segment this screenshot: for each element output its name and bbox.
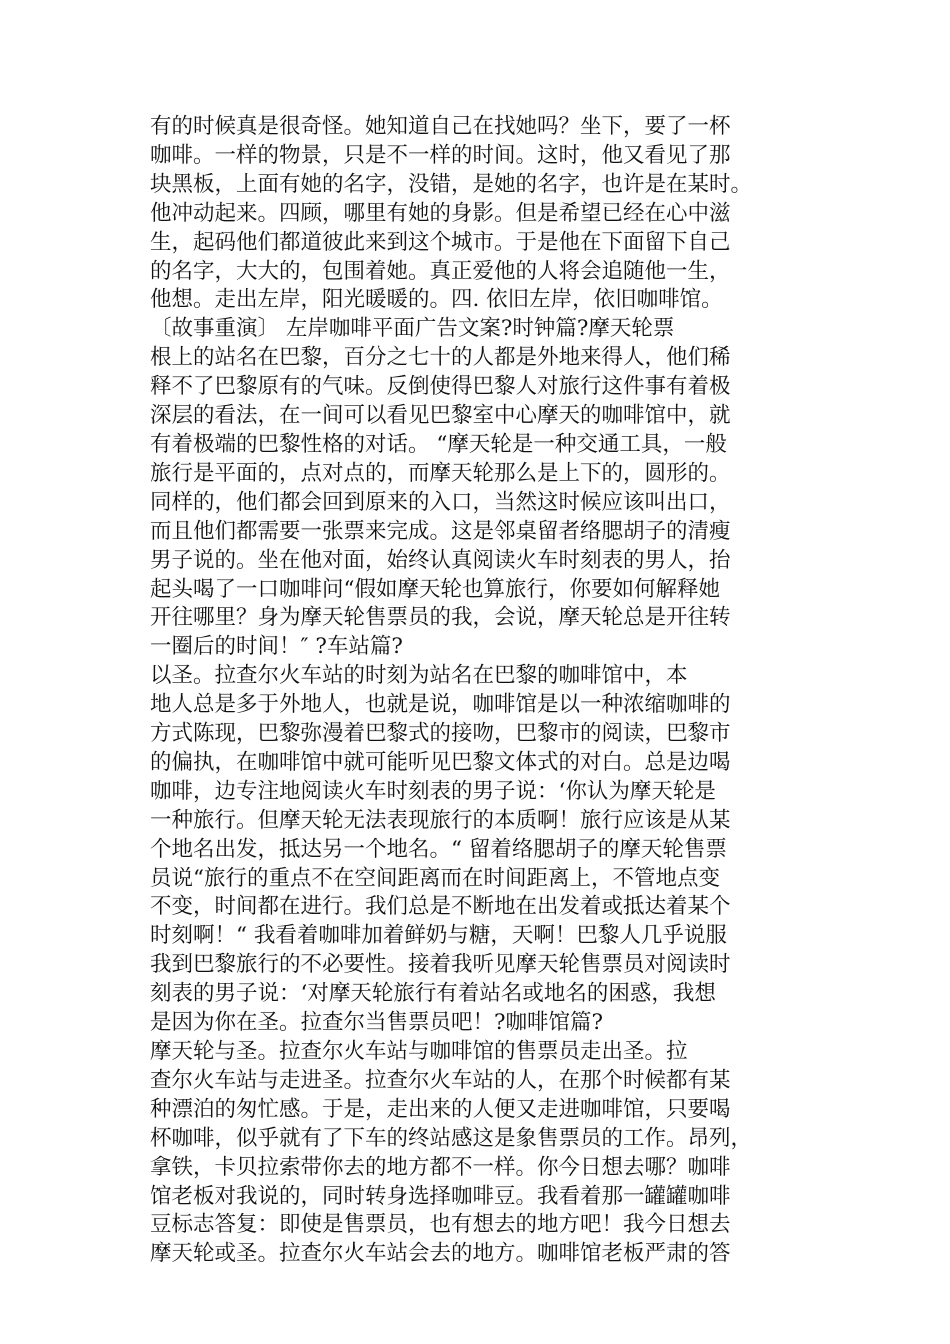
paragraph-1: 有的时候真是很奇怪。她知道自己在找她吗？坐下，要了一杯 咖啡。一样的物景，只是不一样的时间。这时，他又看见了那 块黑板，上面有她的名字，没错，是她的名字，也许是在某时。 他冲动起来。四顾，哪里有她的身影。但是希望已经在心中滋 生，起码他们都道彼此来到这个城市。于是他在下面留下自己 的名字，大大的，包围着她。真正爱他的人将会追随他一生， 他想。走出左岸，阳光暖暖的。四. 依旧左岸，依旧咖啡馆。 xyxy=(150,114,753,313)
body-text xyxy=(150,113,810,1269)
paragraph-2: 〔故事重演〕 左岸咖啡平面广告文案?时钟篇?摩天轮票 根上的站名在巴黎，百分之七十的人都是外地来得人，他们稀 释不了巴黎原有的气味。反倒使得巴黎人对旅行这件事有着极 深层的看法，在一间可以看见巴黎室中心摩天的咖啡馆中，就 有着极端的巴黎性格的对话。 “摩天轮是一种交通工具，一般 旅行是平面的，点对点的，而摩天轮那么是上下的，圆形的。 同样的，他们都会回到原来的入口，当然这时候应该叫出口， 而且他们都需要一张票来完成。这是邻桌留者络腮胡子的清瘦 男子说的。坐在他对面，始终认真阅读火车时刻表的男人，抬 起头喝了一口咖啡问“假如摩天轮也算旅行，你要如何解释她 开往哪里？身为摩天轮售票员的我，会说，摩天轮总是开往转 一圈后的时间！″ ?车站篇? xyxy=(150,316,731,660)
paragraph-4: 摩天轮与圣。拉查尔火车站与咖啡馆的售票员走出圣。拉 查尔火车站与走进圣。拉查尔火车站的人，在那个时候都有某 种漂泊的匆忙感。于是，走出来的人便又走进咖啡馆，只要喝 杯咖啡，似乎就有了下车的终站感这是象售票员的工作。昂列， 拿铁，卡贝拉索带你去的地方都不一样。你今日想去哪？咖啡 馆老板对我说的，同时转身选择咖啡豆。我看着那一罐罐咖啡 豆标志答复：即使是售票员，也有想去的地方吧！我今日想去 摩天轮或圣。拉查尔火车站会去的地方。咖啡馆老板严肃的答 xyxy=(150,1039,753,1267)
paragraph-3: 以圣。拉查尔火车站的时刻为站名在巴黎的咖啡馆中，本 地人总是多于外地人，也就是说，咖啡馆是以一种浓缩咖啡的 方式陈现，巴黎弥漫着巴黎式的接吻，巴黎市的阅读，巴黎市 的偏执，在咖啡馆中就可能听见巴黎文体式的对白。总是边喝 咖啡，边专注地阅读火车时刻表的男子说：‘你认为摩天轮是 一种旅行。但摩天轮无法表现旅行的本质啊！旅行应该是从某 个地名出发，抵达另一个地名。“ 留着络腮胡子的摩天轮售票 员说“旅行的重点不在空间距离而在时间距离上，不管地点变 不变，时间都在进行。我们总是不断地在出发着或抵达着某个 时刻啊！“ 我看着咖啡加着鲜奶与糖，天啊！巴黎人几乎说服 我到巴黎旅行的不必要性。接着我听见摩天轮售票员对阅读时 刻表的男子说：‘对摩天轮旅行有着站名或地名的困惑，我想 是因为你在圣。拉查尔当售票员吧！?咖啡馆篇? xyxy=(150,663,731,1036)
